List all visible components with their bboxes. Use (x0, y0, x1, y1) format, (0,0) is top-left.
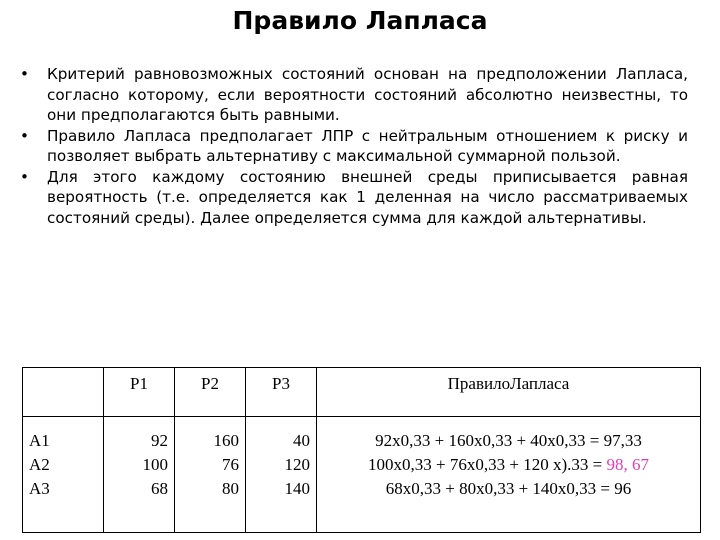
alternative-label: A1 (29, 431, 50, 450)
formula-text: 100x0,33 + 76x0,33 + 120 x).33 = (368, 455, 607, 474)
laplace-table (22, 367, 701, 533)
max-result-highlight: 98, 67 (606, 455, 649, 474)
p3-value: 140 (284, 479, 310, 498)
bullet-icon: • (20, 65, 29, 83)
bullet-text: Правило Лапласа предполагает ЛПР с нейтральным отношением к риску и позволяет выбрать альтернативу с максимальной суммарной пользой. (47, 126, 688, 165)
alternatives-cell (23, 417, 104, 533)
p2-cell (175, 417, 246, 533)
laplace-formulas-cell (317, 417, 701, 533)
table-header-row (23, 368, 701, 417)
p1-value: 92 (151, 431, 168, 450)
bullet-text: Критерий равновозможных состояний основан на предположении Лапласа, согласно которому, если вероятности состояний абсолютно неизвестны, то они предполагаются быть равными. (47, 65, 688, 124)
header-empty (23, 368, 104, 417)
p2-value: 76 (222, 455, 239, 474)
p3-cell (246, 417, 317, 533)
p3-value: 40 (293, 431, 310, 450)
header-laplace-rule: ПравилоЛапласа (317, 368, 701, 417)
p2-value: 80 (222, 479, 239, 498)
p3-value: 120 (284, 455, 310, 474)
bullet-icon: • (20, 167, 29, 186)
header-p3: P3 (246, 368, 317, 417)
alternative-label: A2 (29, 455, 50, 474)
formula-text: 68x0,33 + 80x0,33 + 140x0,33 = 96 (385, 479, 632, 498)
bullet-item (20, 64, 688, 126)
p2-value: 160 (213, 431, 239, 450)
bullet-item (20, 126, 688, 167)
formula-line (317, 429, 700, 453)
bullet-list (20, 64, 688, 228)
table-body-row (23, 417, 701, 533)
bullet-item (20, 167, 688, 229)
header-p2: P2 (175, 368, 246, 417)
formula-line (317, 453, 700, 477)
p1-value: 100 (142, 455, 168, 474)
p1-value: 68 (151, 479, 168, 498)
bullet-icon: • (20, 126, 29, 145)
page-title: Правило Лапласа (232, 6, 488, 35)
alternative-label: A3 (29, 479, 50, 498)
formula-text: 92x0,33 + 160x0,33 + 40x0,33 = 97,33 (375, 431, 642, 450)
p1-cell (104, 417, 175, 533)
bullet-text: Для этого каждому состоянию внешней среды приписывается равная вероятность (т.е. определяется как 1 деленная на число рассматриваемых состояний среды). Далее определяется сумма для каждой альтернативы. (47, 167, 688, 227)
formula-line (317, 477, 700, 501)
header-p1: P1 (104, 368, 175, 417)
